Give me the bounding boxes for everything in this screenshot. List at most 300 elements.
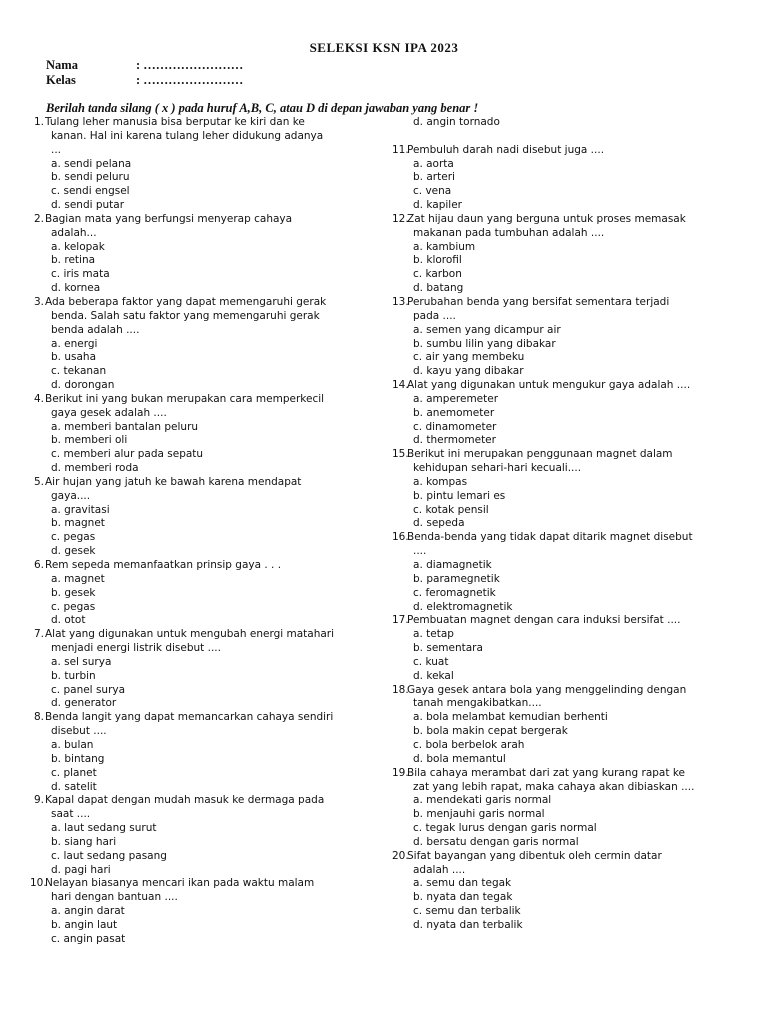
option-letter: c . — [51, 767, 63, 779]
option-letter: d . — [413, 601, 426, 613]
question-2 — [30, 213, 370, 296]
option-text: sepeda — [426, 517, 465, 530]
question-number: 9 . — [30, 794, 44, 808]
option-b[interactable] — [392, 891, 742, 905]
option-d[interactable] — [392, 836, 742, 850]
option-text: diamagnetik — [426, 559, 492, 571]
option-b[interactable] — [392, 808, 742, 822]
question-text: pada .... — [413, 309, 456, 322]
option-letter: c . — [413, 268, 425, 280]
option-text: panel surya — [63, 683, 126, 696]
option-a[interactable] — [30, 739, 370, 753]
option-d[interactable] — [392, 670, 742, 684]
option-letter: b . — [51, 351, 64, 363]
question-text: Air hujan yang jatuh ke bawah karena mendapat — [45, 475, 302, 488]
question-18 — [392, 684, 742, 767]
option-a[interactable] — [30, 158, 370, 172]
option-text: memberi bantalan peluru — [64, 420, 199, 433]
question-text: Perubahan benda yang bersifat sementara terjadi — [407, 295, 670, 308]
question-number: 18 . — [392, 684, 406, 698]
option-letter: c . — [413, 656, 425, 668]
option-b[interactable] — [392, 642, 742, 656]
question-text: Bila cahaya merambat dari zat yang kurang rapat ke — [407, 766, 685, 779]
option-c[interactable] — [392, 504, 742, 518]
question-number: 16 . — [392, 531, 406, 545]
option-a[interactable] — [30, 656, 370, 670]
option-letter: d . — [413, 282, 426, 294]
option-letter: c . — [413, 185, 425, 197]
option-b[interactable] — [30, 836, 370, 850]
option-text: karbon — [425, 268, 462, 281]
option-letter: c . — [413, 504, 425, 516]
option-letter: b . — [413, 254, 426, 266]
option-b[interactable] — [30, 753, 370, 767]
question-text: Bagian mata yang berfungsi menyerap cahaya — [45, 212, 293, 225]
option-text: gravitasi — [64, 503, 110, 516]
option-b[interactable] — [30, 670, 370, 684]
question-text: Rem sepeda memanfaatkan prinsip gaya . . . — [45, 559, 282, 571]
option-letter: a . — [413, 559, 426, 571]
option-letter: d . — [51, 614, 64, 626]
option-text: memberi alur pada sepatu — [63, 448, 204, 461]
option-letter: c . — [51, 185, 63, 197]
option-d[interactable] — [392, 919, 742, 933]
option-text: bola berbelok arah — [425, 738, 525, 751]
option-c[interactable] — [392, 739, 742, 753]
option-b[interactable] — [30, 171, 370, 185]
option-d[interactable] — [30, 697, 370, 711]
question-text: Gaya gesek antara bola yang menggelinding dengan — [407, 683, 687, 696]
question-5 — [30, 476, 370, 559]
option-text: kuat — [425, 655, 449, 668]
question-number: 10 . — [30, 877, 44, 891]
question-7 — [30, 628, 370, 711]
option-letter: d . — [51, 462, 64, 474]
option-d[interactable] — [392, 517, 742, 531]
option-text: air yang membeku — [425, 351, 525, 364]
question-number: 11 . — [392, 144, 406, 158]
option-c[interactable] — [392, 185, 742, 199]
option-text: energi — [64, 337, 98, 350]
question-text: Benda langit yang dapat memancarkan cahaya sendiri — [45, 711, 334, 724]
option-d[interactable] — [30, 282, 370, 296]
option-text: feromagnetik — [425, 586, 496, 599]
question-text: Zat hijau daun yang berguna untuk proses memasak — [407, 212, 686, 225]
option-text: sel surya — [64, 655, 112, 668]
question-number: 13 . — [392, 296, 406, 310]
option-text: dinamometer — [425, 420, 497, 433]
question-6 — [30, 559, 370, 628]
option-b[interactable] — [392, 490, 742, 504]
question-number: 7 . — [30, 628, 44, 642]
option-a[interactable] — [30, 338, 370, 352]
name-row — [46, 58, 243, 73]
question-text: Tulang leher manusia bisa berputar ke kiri dan ke — [45, 116, 305, 128]
option-d[interactable] — [392, 365, 742, 379]
option-letter: a . — [51, 338, 64, 350]
question-13 — [392, 296, 742, 379]
option-letter: c . — [51, 531, 63, 543]
option-text: otot — [64, 614, 86, 627]
option-d[interactable] — [392, 601, 742, 615]
option-letter: a . — [413, 476, 426, 488]
option-text: siang hari — [64, 835, 117, 848]
option-text: kornea — [64, 282, 101, 295]
option-letter: c . — [51, 933, 63, 945]
option-b[interactable] — [30, 434, 370, 448]
option-text: kelopak — [64, 240, 105, 253]
option-letter: c . — [413, 587, 425, 599]
option-a[interactable] — [392, 476, 742, 490]
option-b[interactable] — [30, 587, 370, 601]
option-d[interactable] — [392, 753, 742, 767]
question-number: 5 . — [30, 476, 44, 490]
option-text: semen yang dicampur air — [426, 323, 561, 336]
question-text: saat .... — [51, 808, 91, 821]
option-letter: d . — [51, 545, 64, 557]
option-text: thermometer — [426, 434, 496, 447]
option-letter: b . — [51, 587, 64, 599]
option-text: gesek — [64, 545, 96, 558]
option-text: batang — [426, 282, 464, 295]
option-d[interactable] — [30, 199, 370, 213]
question-number: 6 . — [30, 559, 44, 573]
option-letter: b . — [413, 891, 426, 903]
question-text: Pembuluh darah nadi disebut juga .... — [407, 143, 605, 156]
class-row — [46, 73, 243, 88]
option-d-continued[interactable] — [392, 116, 742, 130]
option-c[interactable] — [392, 587, 742, 601]
option-a[interactable] — [392, 877, 742, 891]
question-19 — [392, 767, 742, 850]
name-blank: : …………………… — [136, 58, 244, 72]
question-text: makanan pada tumbuhan adalah .... — [413, 226, 605, 239]
option-text: semu dan tegak — [426, 877, 512, 890]
option-c[interactable] — [30, 933, 370, 947]
question-15 — [392, 448, 742, 531]
instruction: Berilah tanda silang ( x ) pada huruf A,B, C, atau D di depan jawaban yang benar ! — [46, 101, 479, 115]
option-letter: b . — [51, 434, 64, 446]
option-c[interactable] — [30, 531, 370, 545]
option-a[interactable] — [30, 241, 370, 255]
question-number: 20 . — [392, 850, 406, 864]
question-8 — [30, 711, 370, 794]
option-letter: d . — [413, 670, 426, 682]
option-text: kotak pensil — [425, 503, 489, 516]
option-text: kayu yang dibakar — [426, 365, 524, 378]
option-text: usaha — [64, 351, 97, 364]
option-a[interactable] — [30, 421, 370, 435]
option-text: sendi peluru — [64, 171, 130, 184]
question-number: 15 . — [392, 448, 406, 462]
option-text: memberi oli — [64, 434, 128, 447]
option-text: nyata dan terbalik — [426, 918, 523, 931]
question-text: benda. Salah satu faktor yang memengaruhi gerak — [51, 309, 320, 322]
option-text: satelit — [64, 780, 97, 793]
option-c[interactable] — [392, 656, 742, 670]
option-text: aorta — [426, 157, 454, 170]
option-letter: c . — [51, 268, 63, 280]
option-letter: d . — [413, 753, 426, 765]
option-c[interactable] — [30, 365, 370, 379]
option-letter: d . — [51, 781, 64, 793]
option-c[interactable] — [30, 767, 370, 781]
option-letter: b . — [413, 171, 426, 183]
option-letter: b . — [51, 670, 64, 682]
question-9 — [30, 794, 370, 877]
question-text: adalah .... — [413, 863, 466, 876]
option-letter: b . — [51, 517, 64, 529]
option-text: bola makin cepat bergerak — [426, 725, 568, 738]
option-letter: a . — [51, 739, 64, 751]
option-a[interactable] — [392, 158, 742, 172]
option-b[interactable] — [30, 254, 370, 268]
question-text: .... — [413, 545, 427, 558]
question-text: benda adalah .... — [51, 323, 140, 336]
option-letter: c . — [413, 822, 425, 834]
option-b[interactable] — [30, 919, 370, 933]
option-text: sumbu lilin yang dibakar — [426, 337, 556, 350]
question-text: gaya.... — [51, 489, 91, 502]
question-16 — [392, 531, 742, 614]
option-d[interactable] — [30, 379, 370, 393]
question-number: 3 . — [30, 296, 44, 310]
option-letter: a . — [413, 628, 426, 640]
option-letter: c . — [51, 365, 63, 377]
option-a[interactable] — [392, 324, 742, 338]
option-letter: a . — [51, 822, 64, 834]
option-letter: d . — [413, 116, 426, 128]
option-text: kambium — [426, 240, 476, 253]
option-text: pintu lemari es — [426, 489, 506, 502]
option-text: bola memantul — [426, 752, 506, 765]
option-b[interactable] — [30, 517, 370, 531]
option-letter: a . — [51, 421, 64, 433]
option-letter: b . — [413, 490, 426, 502]
option-letter: a . — [51, 905, 64, 917]
question-text: gaya gesek adalah .... — [51, 406, 167, 419]
option-text: iris mata — [63, 268, 110, 281]
option-letter: b . — [51, 171, 64, 183]
option-a[interactable] — [392, 628, 742, 642]
option-letter: c . — [413, 905, 425, 917]
question-1 — [30, 116, 370, 213]
question-text: Ada beberapa faktor yang dapat memengaruhi gerak — [45, 295, 327, 308]
option-c[interactable] — [392, 905, 742, 919]
question-text: kehidupan sehari-hari kecuali.... — [413, 462, 582, 475]
option-b[interactable] — [392, 573, 742, 587]
option-letter: a . — [413, 711, 426, 723]
option-letter: a . — [413, 241, 426, 253]
option-b[interactable] — [392, 725, 742, 739]
option-letter: d . — [51, 379, 64, 391]
question-text: ... — [51, 143, 62, 156]
questions-column-left — [30, 116, 370, 947]
option-text: angin darat — [64, 905, 125, 918]
option-a[interactable] — [392, 559, 742, 573]
spacer — [392, 130, 742, 144]
option-text: planet — [63, 766, 97, 779]
option-letter: a . — [413, 393, 426, 405]
option-text: angin laut — [64, 918, 118, 931]
option-c[interactable] — [30, 268, 370, 282]
questions-column-right — [392, 116, 742, 933]
option-letter: d . — [413, 517, 426, 529]
option-letter: b . — [413, 725, 426, 737]
question-text: Alat yang digunakan untuk mengukur gaya adalah .... — [407, 379, 691, 392]
option-letter: d . — [51, 282, 64, 294]
option-text: generator — [64, 697, 117, 710]
option-letter: b . — [413, 808, 426, 820]
option-text: pegas — [63, 600, 96, 613]
option-d[interactable] — [392, 199, 742, 213]
option-text: vena — [425, 185, 452, 198]
option-text: magnet — [64, 572, 105, 585]
question-number: 1 . — [30, 116, 44, 130]
option-a[interactable] — [30, 504, 370, 518]
question-number: 19 . — [392, 767, 406, 781]
question-14 — [392, 379, 742, 448]
option-text: amperemeter — [426, 392, 499, 405]
question-text: Benda-benda yang tidak dapat ditarik magnet disebut — [407, 531, 693, 544]
option-d[interactable] — [30, 864, 370, 878]
option-a[interactable] — [392, 794, 742, 808]
question-text: Nelayan biasanya mencari ikan pada waktu malam — [45, 877, 315, 890]
option-b[interactable] — [392, 338, 742, 352]
question-20 — [392, 850, 742, 933]
class-label: Kelas — [46, 73, 76, 87]
option-a[interactable] — [30, 573, 370, 587]
option-text: bulan — [64, 738, 94, 751]
option-text: nyata dan tegak — [426, 891, 513, 904]
option-text: kompas — [426, 475, 468, 488]
option-text: turbin — [64, 669, 96, 682]
option-text: klorofil — [426, 254, 462, 267]
question-text: Berikut ini yang bukan merupakan cara memperkecil — [45, 392, 325, 405]
option-text: dorongan — [64, 379, 115, 392]
option-letter: a . — [51, 656, 64, 668]
option-text: laut sedang pasang — [63, 849, 167, 862]
option-letter: c . — [413, 351, 425, 363]
question-12 — [392, 213, 742, 296]
option-c[interactable] — [30, 448, 370, 462]
question-text: menjadi energi listrik disebut .... — [51, 642, 221, 655]
option-text: sendi putar — [64, 199, 125, 212]
option-letter: c . — [51, 448, 63, 460]
option-d[interactable] — [30, 462, 370, 476]
option-c[interactable] — [30, 850, 370, 864]
question-text: Alat yang digunakan untuk mengubah energi matahari — [45, 628, 335, 641]
option-letter: a . — [51, 241, 64, 253]
option-b[interactable] — [392, 407, 742, 421]
option-letter: a . — [51, 158, 64, 170]
option-d[interactable] — [392, 434, 742, 448]
question-11 — [392, 144, 742, 213]
option-d[interactable] — [30, 545, 370, 559]
question-number: 12 . — [392, 213, 406, 227]
option-c[interactable] — [30, 601, 370, 615]
option-b[interactable] — [392, 171, 742, 185]
option-d[interactable] — [30, 614, 370, 628]
question-text: tanah mengakibatkan.... — [413, 697, 542, 710]
question-text: kanan. Hal ini karena tulang leher didukung adanya — [51, 129, 324, 142]
question-text: Pembuatan magnet dengan cara induksi bersifat .... — [407, 614, 681, 627]
option-text: angin pasat — [63, 932, 126, 945]
option-text: kekal — [426, 669, 454, 682]
option-a[interactable] — [30, 905, 370, 919]
option-text: sendi pelana — [64, 157, 132, 170]
option-b[interactable] — [30, 351, 370, 365]
option-a[interactable] — [392, 393, 742, 407]
question-17 — [392, 614, 742, 683]
option-letter: d . — [51, 864, 64, 876]
question-number: 2 . — [30, 213, 44, 227]
option-c[interactable] — [30, 684, 370, 698]
question-4 — [30, 393, 370, 476]
option-a[interactable] — [392, 711, 742, 725]
option-letter: d . — [413, 919, 426, 931]
option-text: mendekati garis normal — [426, 794, 552, 807]
option-letter: d . — [51, 199, 64, 211]
question-number: 17 . — [392, 614, 406, 628]
option-letter: b . — [413, 407, 426, 419]
option-text: bola melambat kemudian berhenti — [426, 711, 608, 724]
option-a[interactable] — [30, 822, 370, 836]
question-text: adalah... — [51, 226, 97, 239]
option-text: arteri — [426, 171, 455, 184]
option-text: sendi engsel — [63, 185, 130, 198]
option-c[interactable] — [392, 822, 742, 836]
option-text: retina — [64, 254, 96, 267]
option-c[interactable] — [392, 421, 742, 435]
option-letter: c . — [413, 421, 425, 433]
question-3 — [30, 296, 370, 393]
option-b[interactable] — [392, 254, 742, 268]
option-text: pagi hari — [64, 863, 111, 876]
question-text: Kapal dapat dengan mudah masuk ke dermaga pada — [45, 794, 325, 807]
option-c[interactable] — [30, 185, 370, 199]
option-text: anemometer — [426, 406, 495, 419]
option-letter: d . — [413, 434, 426, 446]
option-text: pegas — [63, 531, 96, 544]
class-blank: : …………………… — [136, 73, 244, 87]
option-letter: a . — [413, 794, 426, 806]
option-letter: c . — [51, 850, 63, 862]
option-c[interactable] — [392, 351, 742, 365]
question-number: 4 . — [30, 393, 44, 407]
option-d[interactable] — [392, 282, 742, 296]
option-text: tekanan — [63, 365, 107, 378]
option-letter: d . — [51, 697, 64, 709]
option-letter: d . — [413, 199, 426, 211]
option-text: laut sedang surut — [64, 822, 157, 835]
option-letter: c . — [51, 684, 63, 696]
option-letter: a . — [413, 324, 426, 336]
option-text: bersatu dengan garis normal — [426, 835, 579, 848]
option-text: sementara — [426, 642, 483, 655]
option-letter: b . — [51, 753, 64, 765]
name-label: Nama — [46, 58, 78, 72]
question-text: Berikut ini merupakan penggunaan magnet dalam — [407, 448, 673, 461]
option-c[interactable] — [392, 268, 742, 282]
question-text: hari dengan bantuan .... — [51, 891, 178, 904]
option-letter: d . — [413, 836, 426, 848]
option-a[interactable] — [392, 241, 742, 255]
option-d[interactable] — [30, 781, 370, 795]
option-text: paramegnetik — [426, 572, 500, 585]
question-text: Sifat bayangan yang dibentuk oleh cermin datar — [407, 849, 662, 862]
option-text: tetap — [426, 628, 454, 641]
